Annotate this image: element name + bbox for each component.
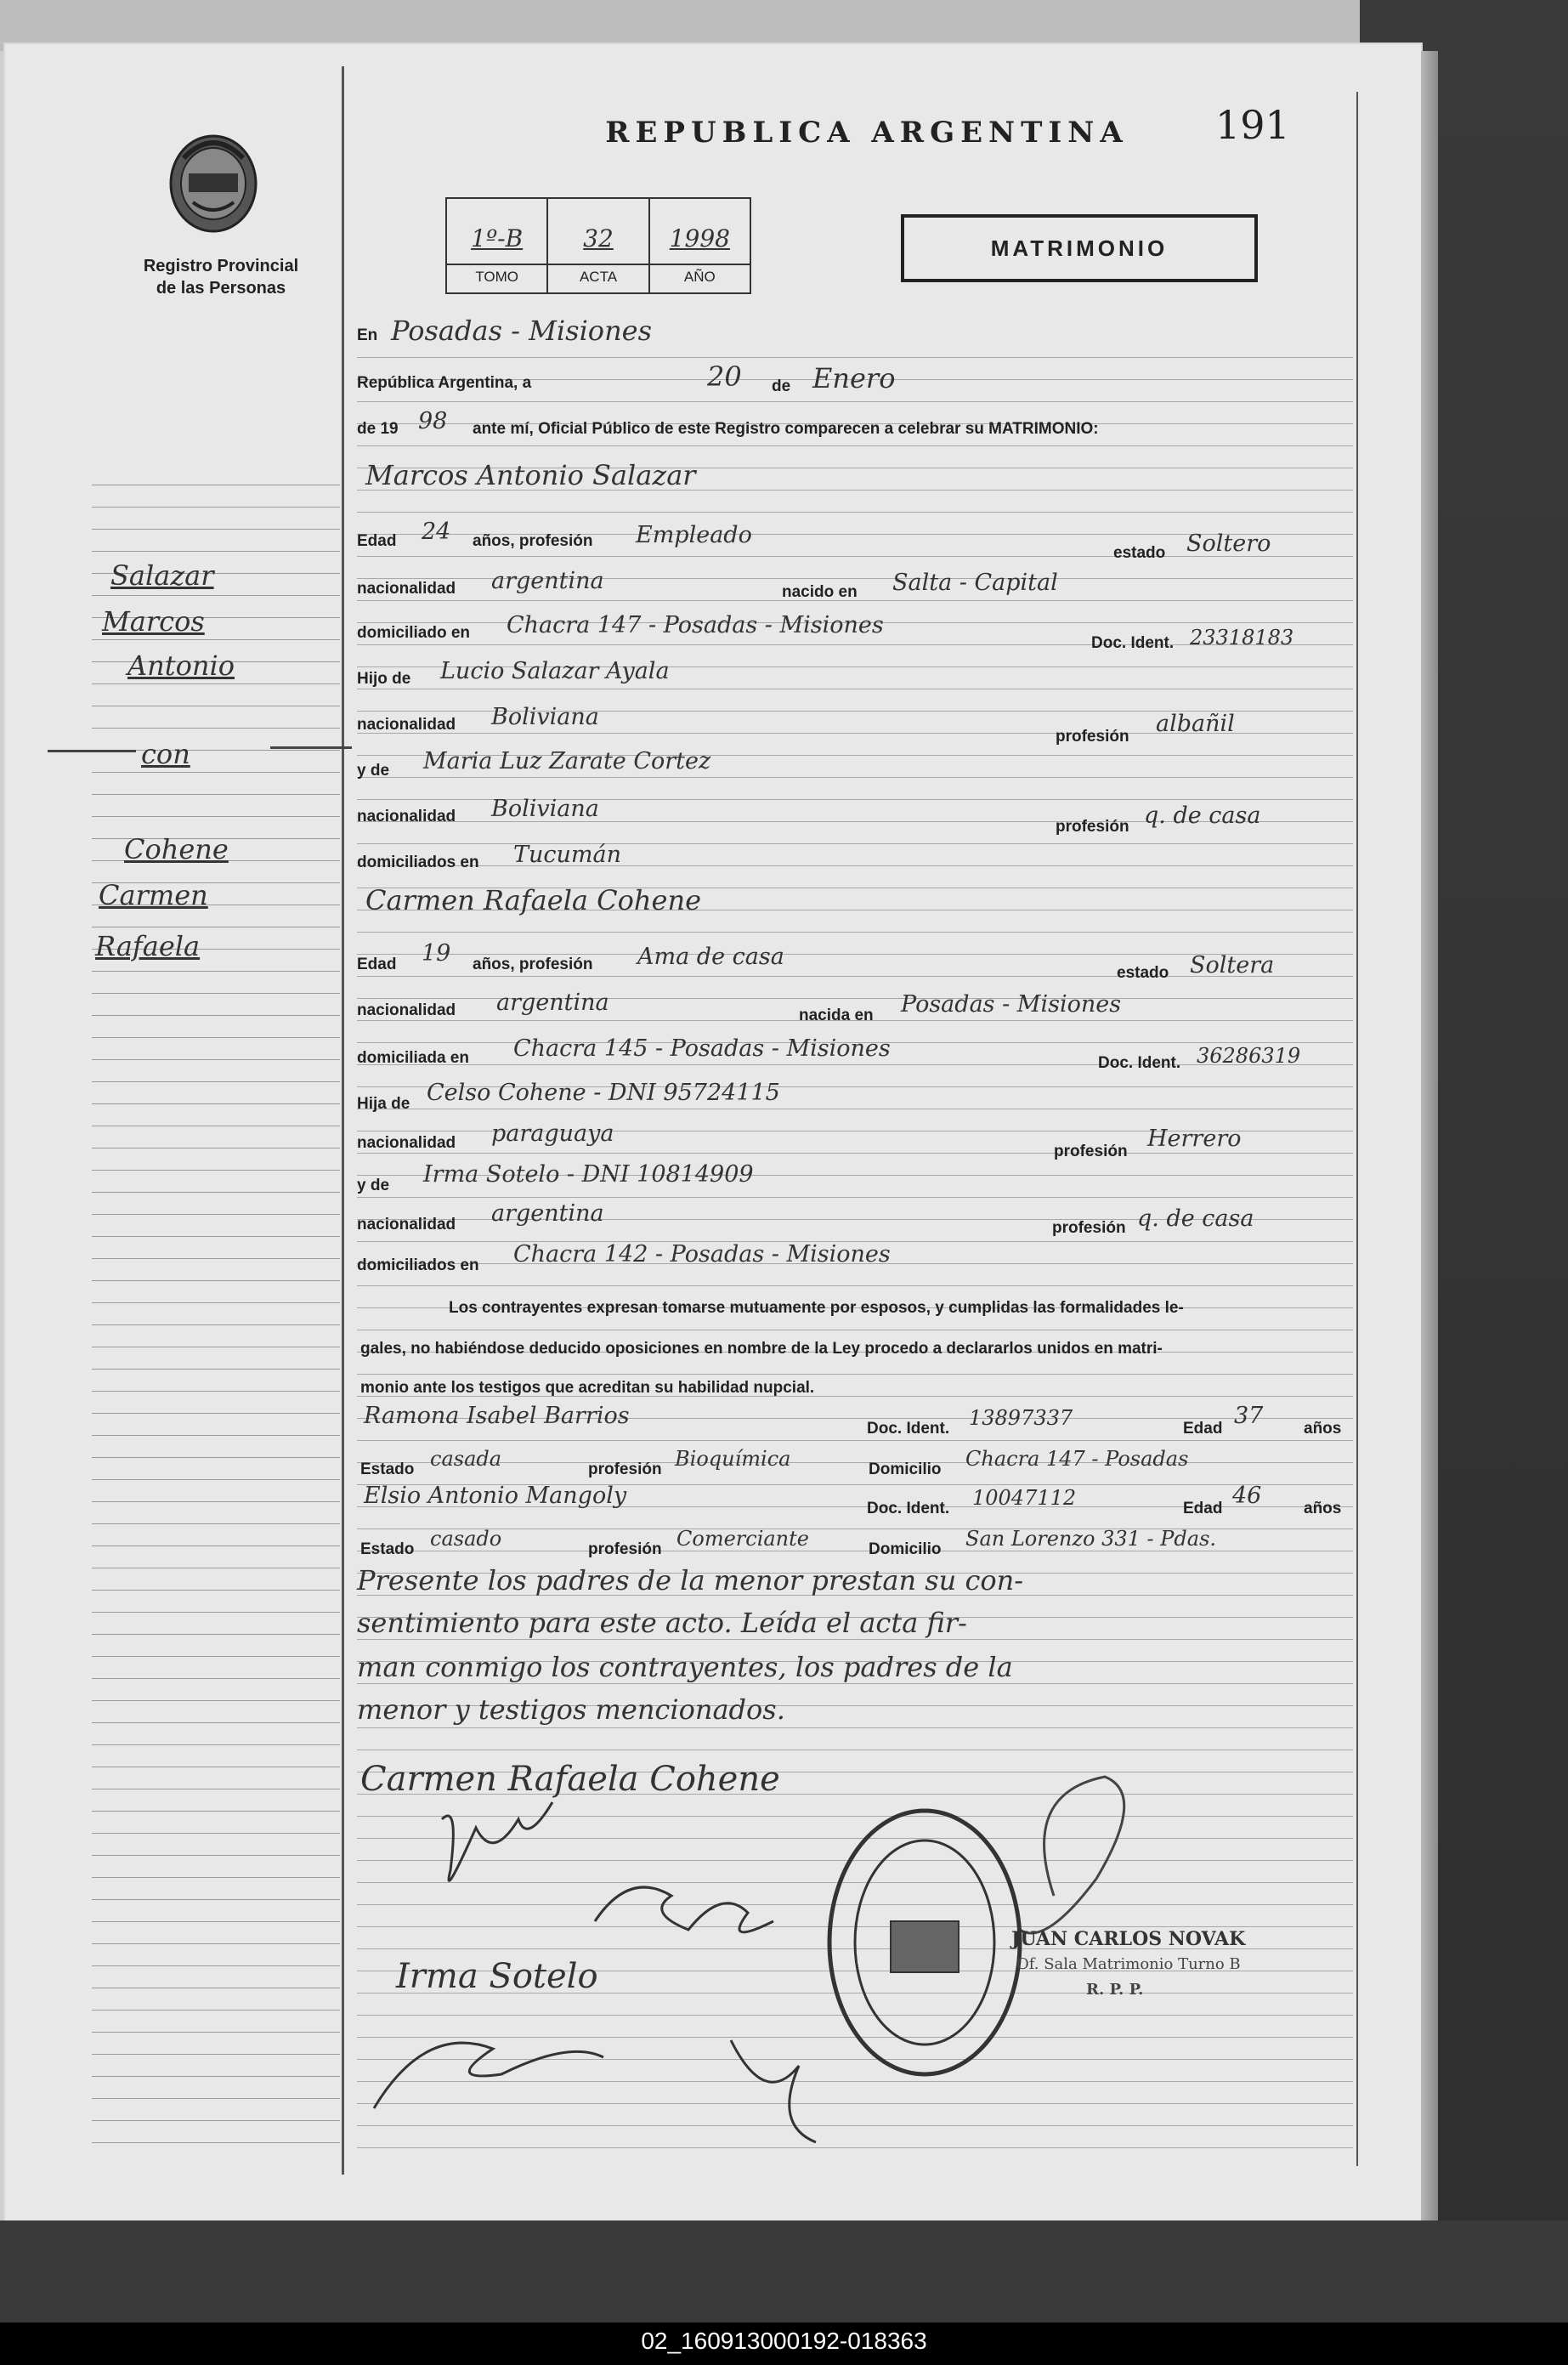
ruled-line <box>357 445 1353 446</box>
margin-ruled-line <box>92 1369 340 1370</box>
witness1-profesion-label: profesión <box>588 1460 662 1478</box>
notes-line2: sentimiento para este acto. Leída el acta fir- <box>357 1607 967 1639</box>
year-prefix-label: de 19 <box>357 420 399 438</box>
witness1-anos-label: años <box>1304 1420 1342 1438</box>
ano-value: 1998 <box>669 224 730 252</box>
ano-label: AÑO <box>650 264 750 286</box>
margin-ruled-line <box>92 1280 340 1281</box>
declaration-line2: gales, no habiéndose deducido oposiciones en nombre de la Ley procedo a declararlos unidos en matri- <box>360 1340 1163 1358</box>
margin-ruled-line <box>92 1214 340 1215</box>
ruled-line <box>357 1462 1353 1463</box>
margin-ruled-line <box>92 1037 340 1038</box>
country-title: REPUBLICA ARGENTINA <box>605 116 1129 150</box>
notes-line3: man conmigo los contrayentes, los padres de la <box>357 1651 1013 1683</box>
bride-father-profession: Herrero <box>1147 1126 1242 1152</box>
ruled-line <box>357 1285 1353 1286</box>
tomo-value: 1º-B <box>471 224 524 252</box>
margin-ruled-line <box>92 1457 340 1458</box>
tomo-label: TOMO <box>447 264 546 286</box>
place-value: Posadas - Misiones <box>391 315 653 347</box>
bride-mother-prof-label: profesión <box>1052 1219 1126 1237</box>
witness2-doc-label: Doc. Ident. <box>867 1500 950 1517</box>
margin-ruled-line <box>92 639 340 640</box>
bride-edad-label: Edad <box>357 956 397 973</box>
margin-ruled-line <box>92 993 340 994</box>
margin-note-line6: Carmen <box>99 879 208 911</box>
witness1-doc: 13897337 <box>969 1406 1073 1430</box>
officer-statement: ante mí, Oficial Público de este Registro comparecen a celebrar su MATRIMONIO: <box>473 420 1099 438</box>
bride-father-nationality: paraguaya <box>491 1120 614 1147</box>
margin-ruled-line <box>92 816 340 817</box>
margin-ruled-line <box>92 1302 340 1303</box>
margin-note-line4: con <box>141 738 190 770</box>
groom-nationality: argentina <box>491 568 604 594</box>
witness1-estado-label: Estado <box>360 1460 415 1478</box>
witness2-profesion-label: profesión <box>588 1540 662 1558</box>
groom-mother-nationality: Boliviana <box>491 796 599 822</box>
witness2-address: San Lorenzo 331 - Pdas. <box>965 1527 1217 1551</box>
margin-ruled-line <box>92 1877 340 1878</box>
ruled-line <box>357 1440 1353 1441</box>
month-value: Enero <box>812 362 896 394</box>
bride-mother-profession: q. de casa <box>1137 1205 1254 1232</box>
margin-ruled-line <box>92 1059 340 1060</box>
bride-nationality-label: nacionalidad <box>357 1001 456 1019</box>
year-value: 98 <box>418 408 448 434</box>
groom-mother-label: y de <box>357 762 390 780</box>
witness2-marital-status: casado <box>430 1527 502 1551</box>
act-reference-box <box>445 197 751 294</box>
margin-ruled-line <box>92 2120 340 2121</box>
acta-label: ACTA <box>548 264 648 286</box>
bride-age: 19 <box>422 940 451 967</box>
page-edge <box>1421 51 1438 2227</box>
witness2-profession: Comerciante <box>676 1527 809 1551</box>
margin-ruled-line <box>92 2098 340 2099</box>
groom-father-nat-label: nacionalidad <box>357 716 456 734</box>
margin-ruled-line <box>92 728 340 729</box>
margin-ruled-line <box>92 551 340 552</box>
declaration-line1: Los contrayentes expresan tomarse mutuamente por esposos, y cumplidas las formalidades le- <box>449 1299 1184 1317</box>
margin-ruled-line <box>92 1656 340 1657</box>
margin-ruled-line <box>92 1258 340 1259</box>
bride-name: Carmen Rafaela Cohene <box>365 884 702 916</box>
bride-mother-nationality: argentina <box>491 1200 604 1227</box>
republica-label: República Argentina, a <box>357 374 532 392</box>
margin-note-line2: Marcos <box>102 605 205 638</box>
margin-ruled-line <box>92 1744 340 1745</box>
bride-doc-label: Doc. Ident. <box>1098 1054 1181 1072</box>
witness1-profession: Bioquímica <box>675 1447 791 1471</box>
official-seal-icon <box>823 1802 1027 2083</box>
de-label: de <box>772 377 791 395</box>
bride-mother-nat-label: nacionalidad <box>357 1216 456 1234</box>
groom-nationality-label: nacionalidad <box>357 580 456 598</box>
groom-estado-label: estado <box>1113 544 1166 562</box>
margin-ruled-line <box>92 1855 340 1856</box>
margin-ruled-line <box>92 1921 340 1922</box>
groom-age: 24 <box>422 519 451 545</box>
notes-line1: Presente los padres de la menor prestan su con- <box>357 1564 1024 1597</box>
margin-dash-right <box>270 746 352 749</box>
bride-signature: Carmen Rafaela Cohene <box>360 1760 780 1799</box>
witness1-domicilio-label: Domicilio <box>869 1460 942 1478</box>
witness2-domicilio-label: Domicilio <box>869 1540 942 1558</box>
margin-ruled-line <box>92 1833 340 1834</box>
witness2-edad-label: Edad <box>1183 1500 1223 1517</box>
bride-nationality: argentina <box>496 990 609 1016</box>
ano-cell <box>650 199 750 292</box>
margin-ruled-line <box>92 2054 340 2055</box>
margin-ruled-line <box>92 1413 340 1414</box>
ruled-line <box>357 1727 1353 1728</box>
margin-ruled-line <box>92 1501 340 1502</box>
witness2-doc: 10047112 <box>972 1486 1077 1510</box>
ruled-line <box>357 1197 1353 1198</box>
margin-ruled-line <box>92 507 340 508</box>
margin-ruled-line <box>92 2142 340 2143</box>
bride-parents-dom-label: domiciliados en <box>357 1256 479 1274</box>
margin-note-line5: Cohene <box>124 833 229 865</box>
registry-name-line1: Registro Provincial <box>143 257 299 275</box>
groom-address: Chacra 147 - Posadas - Misiones <box>507 612 884 638</box>
bride-doc: 36286319 <box>1197 1044 1301 1068</box>
groom-father-nationality: Boliviana <box>491 704 599 730</box>
ruled-line <box>357 357 1353 358</box>
bride-domicilio-label: domiciliada en <box>357 1049 469 1067</box>
record-type-box: MATRIMONIO <box>901 214 1258 282</box>
margin-ruled-line <box>92 1103 340 1104</box>
bride-marital-status: Soltera <box>1190 952 1275 978</box>
margin-ruled-line <box>92 772 340 773</box>
ruled-line <box>357 1683 1353 1684</box>
acta-value: 32 <box>583 224 614 252</box>
ruled-line <box>357 932 1353 933</box>
groom-father-label: Hijo de <box>357 670 411 688</box>
ruled-line <box>357 865 1353 866</box>
ruled-line <box>357 843 1353 844</box>
margin-ruled-line <box>92 1678 340 1679</box>
margin-ruled-line <box>92 2076 340 2077</box>
registry-name <box>119 255 323 299</box>
day-value: 20 <box>707 360 742 393</box>
witness1-edad-label: Edad <box>1183 1420 1223 1438</box>
margin-ruled-line <box>92 1236 340 1237</box>
margin-ruled-line <box>92 794 340 795</box>
bride-address: Chacra 145 - Posadas - Misiones <box>513 1035 891 1062</box>
margin-ruled-line <box>92 1523 340 1524</box>
margin-ruled-line <box>92 1590 340 1591</box>
witness1-marital-status: casada <box>430 1447 502 1471</box>
groom-mother: Maria Luz Zarate Cortez <box>423 748 711 774</box>
margin-ruled-line <box>92 1324 340 1325</box>
witness1-name: Ramona Isabel Barrios <box>364 1403 630 1429</box>
groom-mother-profession: q. de casa <box>1144 803 1261 829</box>
bride-estado-label: estado <box>1117 964 1169 982</box>
margin-ruled-line <box>92 1943 340 1944</box>
margin-dash-left <box>48 750 136 752</box>
groom-nacido-label: nacido en <box>782 583 858 601</box>
witness2-name: Elsio Antonio Mangoly <box>364 1483 627 1509</box>
margin-ruled-line <box>92 1899 340 1900</box>
margin-ruled-line <box>92 1081 340 1082</box>
bride-father: Celso Cohene - DNI 95724115 <box>427 1080 780 1106</box>
margin-ruled-line <box>92 1015 340 1016</box>
witness2-anos-label: años <box>1304 1500 1342 1517</box>
witness2-age: 46 <box>1232 1483 1262 1509</box>
groom-father-profession: albañil <box>1156 711 1235 737</box>
margin-ruled-line <box>92 1811 340 1812</box>
column-divider <box>342 66 344 2175</box>
margin-ruled-line <box>92 529 340 530</box>
margin-ruled-line <box>92 1965 340 1966</box>
declaration-line3: monio ante los testigos que acreditan su habilidad nupcial. <box>360 1379 815 1397</box>
bride-profession: Ama de casa <box>637 944 784 970</box>
margin-ruled-line <box>92 1435 340 1436</box>
groom-birthplace: Salta - Capital <box>892 570 1058 596</box>
acta-cell <box>548 199 649 292</box>
margin-ruled-line <box>92 2032 340 2033</box>
margin-ruled-line <box>92 683 340 684</box>
groom-doc-label: Doc. Ident. <box>1091 634 1175 652</box>
margin-ruled-line <box>92 971 340 972</box>
registry-name-line2: de las Personas <box>156 279 286 298</box>
page-number: 191 <box>1215 102 1290 148</box>
tomo-cell <box>447 199 548 292</box>
bride-profesion-label: años, profesión <box>473 956 593 973</box>
officer-title: Of. Sala Matrimonio Turno B <box>1016 1955 1241 1973</box>
groom-mother-prof-label: profesión <box>1056 818 1129 836</box>
groom-parents-dom-label: domiciliados en <box>357 854 479 871</box>
notes-line4: menor y testigos mencionados. <box>357 1693 785 1726</box>
bride-nacida-label: nacida en <box>799 1007 874 1024</box>
margin-ruled-line <box>92 1479 340 1480</box>
margin-ruled-line <box>92 595 340 596</box>
groom-parents-address: Tucumán <box>513 842 621 868</box>
groom-father: Lucio Salazar Ayala <box>440 658 670 684</box>
margin-ruled-line <box>92 1391 340 1392</box>
ruled-line <box>357 401 1353 402</box>
ruled-line <box>357 1374 1353 1375</box>
mother-signature: Irma Sotelo <box>396 1957 598 1996</box>
underlying-sheet <box>0 0 1360 51</box>
margin-ruled-line <box>92 1612 340 1613</box>
groom-domicilio-label: domiciliado en <box>357 624 471 642</box>
bride-father-label: Hija de <box>357 1095 410 1113</box>
ruled-line <box>357 777 1353 778</box>
groom-name: Marcos Antonio Salazar <box>365 459 696 491</box>
ruled-line <box>357 1639 1353 1640</box>
margin-ruled-line <box>92 1634 340 1635</box>
ruled-line <box>357 1153 1353 1154</box>
margin-ruled-line <box>92 1192 340 1193</box>
groom-doc: 23318183 <box>1190 626 1294 649</box>
margin-ruled-line <box>92 2010 340 2011</box>
bride-father-prof-label: profesión <box>1054 1143 1128 1160</box>
bottom-shadow <box>0 2220 1568 2322</box>
groom-father-prof-label: profesión <box>1056 728 1129 746</box>
bride-birthplace: Posadas - Misiones <box>901 991 1122 1018</box>
groom-profesion-label: años, profesión <box>473 532 593 550</box>
provincial-crest-icon <box>163 124 263 235</box>
margin-ruled-line <box>92 1170 340 1171</box>
margin-note-line3: Antonio <box>127 649 235 682</box>
bride-mother: Irma Sotelo - DNI 10814909 <box>423 1161 754 1188</box>
ruled-line <box>357 512 1353 513</box>
groom-edad-label: Edad <box>357 532 397 550</box>
officer-name: JUAN CARLOS NOVAK <box>1011 1928 1246 1950</box>
witness1-doc-label: Doc. Ident. <box>867 1420 950 1438</box>
officer-office: R. P. P. <box>1086 1981 1144 1999</box>
en-label: En <box>357 326 378 344</box>
margin-note-line1: Salazar <box>110 559 214 592</box>
groom-mother-nat-label: nacionalidad <box>357 808 456 825</box>
groom-marital-status: Soltero <box>1186 530 1271 557</box>
bride-parents-address: Chacra 142 - Posadas - Misiones <box>513 1241 891 1268</box>
margin-notes-column <box>92 485 340 2159</box>
witness1-address: Chacra 147 - Posadas <box>965 1447 1189 1471</box>
scan-filename: 02_160913000192-018363 <box>641 2328 927 2354</box>
margin-ruled-line <box>92 1700 340 1701</box>
bride-mother-label: y de <box>357 1177 390 1194</box>
margin-ruled-line <box>92 1722 340 1723</box>
bride-father-nat-label: nacionalidad <box>357 1134 456 1152</box>
margin-ruled-line <box>92 1545 340 1546</box>
margin-note-line7: Rafaela <box>95 930 201 962</box>
witness1-age: 37 <box>1234 1403 1264 1429</box>
witness2-estado-label: Estado <box>360 1540 415 1558</box>
groom-profession: Empleado <box>636 522 752 548</box>
